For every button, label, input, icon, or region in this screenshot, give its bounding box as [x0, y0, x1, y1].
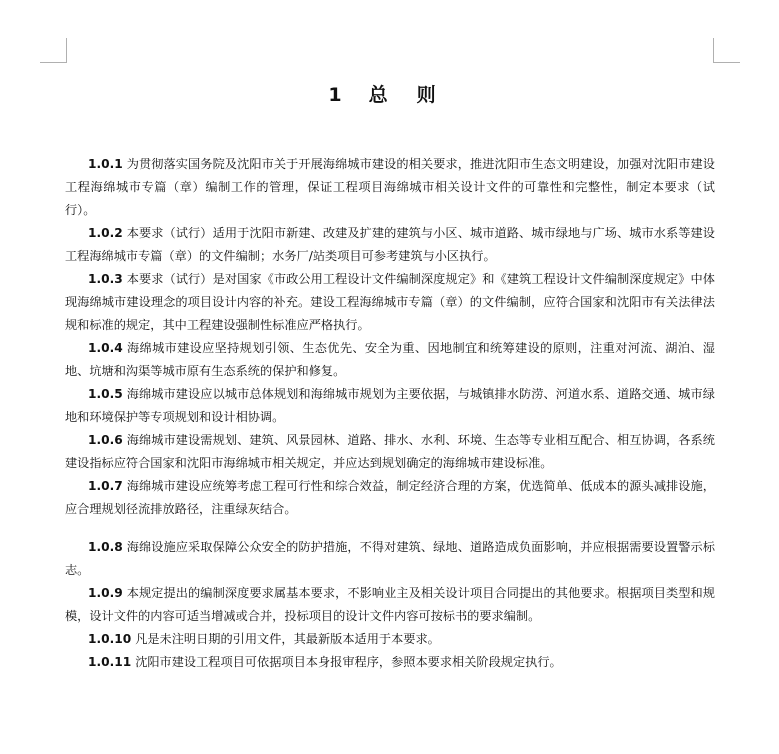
clause-text: 海绵城市建设需规划、建筑、风景园林、道路、排水、水利、环境、生态等专业相互配合、相互协调，各系统建设指标应符合国家和沈阳市海绵城市相关规定，并应达到规划确定的海绵城市建设标准。	[65, 433, 715, 470]
clause-text: 沈阳市建设工程项目可依据项目本身报审程序，参照本要求相关阶段规定执行。	[135, 655, 562, 669]
clause-number: 1.0.3	[88, 272, 123, 286]
clause-1-0-8	[65, 536, 715, 582]
clause-text: 海绵城市建设应以城市总体规划和海绵城市规划为主要依据，与城镇排水防涝、河道水系、道路交通、城市绿地和环境保护等专项规划和设计相协调。	[65, 387, 715, 424]
chapter-title-char-1: 总	[368, 84, 389, 106]
clause-text: 海绵城市建设应坚持规划引领、生态优先、安全为重、因地制宜和统筹建设的原则，注重对河流、湖泊、湿地、坑塘和沟渠等城市原有生态系统的保护和修复。	[65, 341, 715, 378]
clause-text: 海绵设施应采取保障公众安全的防护措施，不得对建筑、绿地、道路造成负面影响，并应根据需要设置警示标志。	[65, 540, 715, 577]
clause-1-0-5	[65, 383, 715, 429]
clause-number: 1.0.7	[88, 479, 123, 493]
chapter-number: 1	[328, 84, 343, 106]
clause-1-0-6	[65, 429, 715, 475]
clause-text: 本规定提出的编制深度要求属基本要求，不影响业主及相关设计项目合同提出的其他要求。根据项目类型和规模，设计文件的内容可适当增减或合并，投标项目的设计文件内容可按标书的要求编制。	[65, 586, 715, 623]
clause-text: 为贯彻落实国务院及沈阳市关于开展海绵城市建设的相关要求，推进沈阳市生态文明建设，加强对沈阳市建设工程海绵城市专篇（章）编制工作的管理，保证工程项目海绵城市相关设计文件的可靠性和完整性，制定本要求（试行）。	[65, 157, 715, 217]
clause-number: 1.0.6	[88, 433, 123, 447]
clause-1-0-1	[65, 153, 715, 222]
chapter-title	[0, 80, 779, 107]
clause-number: 1.0.8	[88, 540, 123, 554]
clause-number: 1.0.2	[88, 226, 123, 240]
crop-mark-top-right	[713, 38, 740, 63]
clause-number: 1.0.9	[88, 586, 123, 600]
clause-1-0-3	[65, 268, 715, 337]
clause-number: 1.0.11	[88, 655, 132, 669]
clause-number: 1.0.10	[88, 632, 132, 646]
clause-1-0-2	[65, 222, 715, 268]
clause-number: 1.0.5	[88, 387, 123, 401]
clause-1-0-4	[65, 337, 715, 383]
clause-text: 本要求（试行）适用于沈阳市新建、改建及扩建的建筑与小区、城市道路、城市绿地与广场、城市水系等建设工程海绵城市专篇（章）的文件编制；水务厂/站类项目可参考建筑与小区执行。	[65, 226, 715, 263]
clause-text: 海绵城市建设应统筹考虑工程可行性和综合效益，制定经济合理的方案，优选简单、低成本的源头减排设施，应合理规划径流排放路径，注重绿灰结合。	[65, 479, 715, 516]
clause-number: 1.0.1	[88, 157, 123, 171]
clause-text: 本要求（试行）是对国家《市政公用工程设计文件编制深度规定》和《建筑工程设计文件编制深度规定》中体现海绵城市建设理念的项目设计内容的补充。建设工程海绵城市专篇（章）的文件编制，应符合国家和沈阳市有关法律法规和标准的规定，其中工程建设强制性标准应严格执行。	[65, 272, 715, 332]
crop-mark-top-left	[40, 38, 67, 63]
chapter-title-char-2: 则	[416, 84, 437, 106]
clause-1-0-7	[65, 475, 715, 521]
document-body	[65, 153, 715, 674]
clause-number: 1.0.4	[88, 341, 123, 355]
clause-text: 凡是未注明日期的引用文件，其最新版本适用于本要求。	[135, 632, 440, 646]
clause-1-0-10	[65, 628, 715, 651]
clause-1-0-11	[65, 651, 715, 674]
clause-1-0-9	[65, 582, 715, 628]
paragraph-gap	[65, 521, 715, 536]
